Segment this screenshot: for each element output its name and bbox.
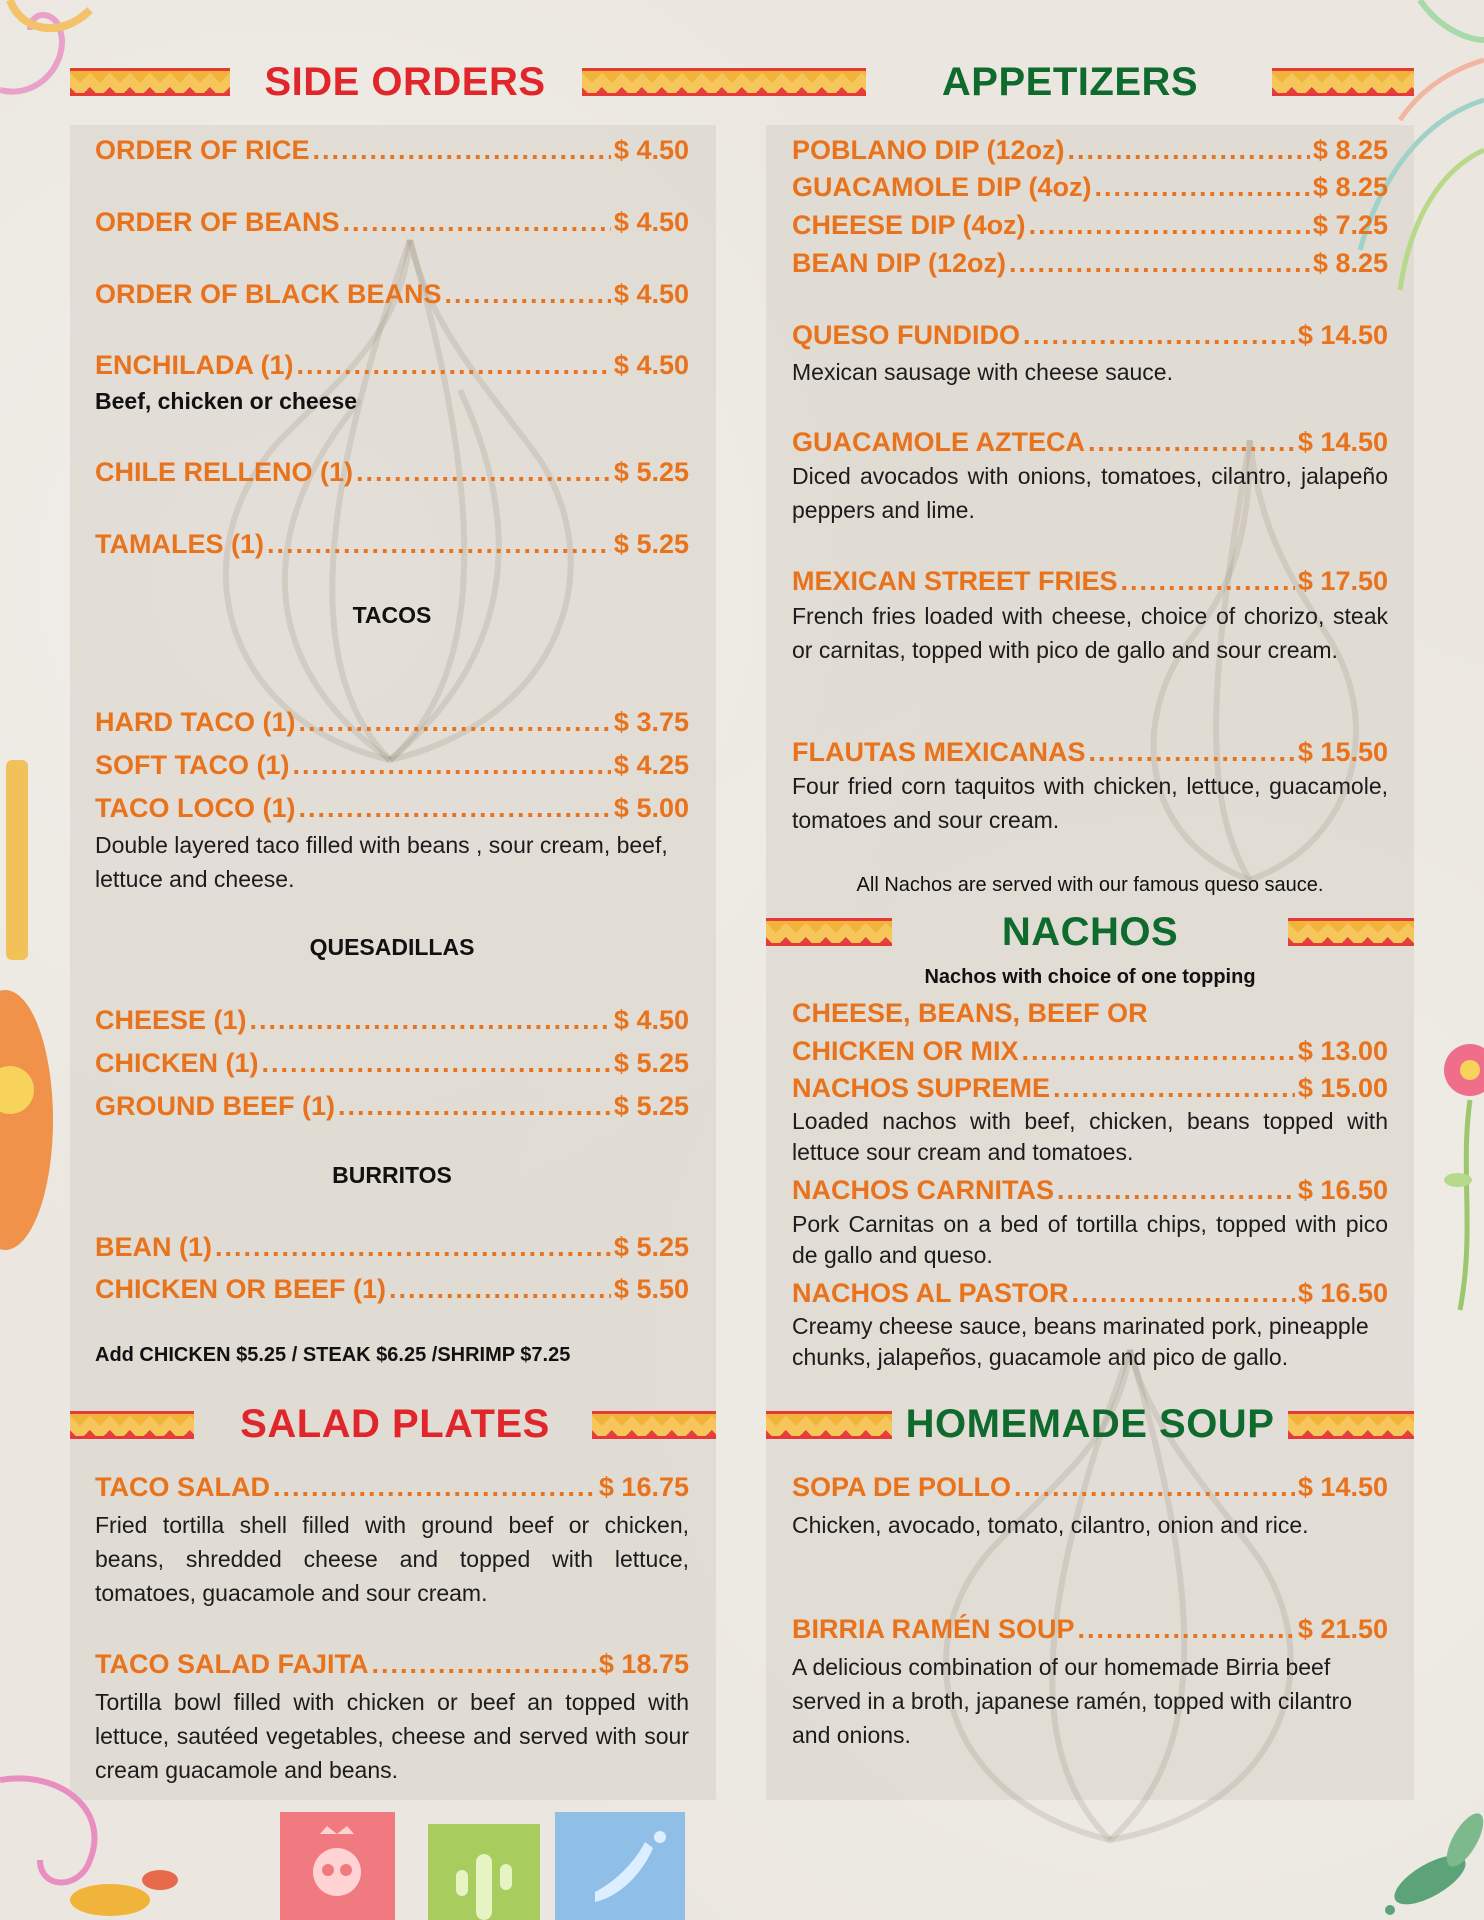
menu-item: ORDER OF BLACK BEANS ..... $ 4.50 xyxy=(95,279,689,310)
menu-item-name: CHEESE, BEANS, BEEF OR xyxy=(792,998,1148,1028)
salad-plates-heading: SALAD PLATES xyxy=(240,1401,550,1446)
quesadillas-subheading: QUESADILLAS xyxy=(309,934,475,960)
zigzag-border xyxy=(766,1411,892,1439)
menu-item: HARD TACO (1) ..... $ 3.75 xyxy=(95,707,689,738)
menu-item: BEAN DIP (12oz) ..... $ 8.25 xyxy=(792,248,1388,279)
appetizers-heading: APPETIZERS xyxy=(941,59,1199,104)
burritos-subheading: BURRITOS xyxy=(332,1162,452,1188)
menu-item: BIRRIA RAMÉN SOUP ..... $ 21.50 xyxy=(792,1614,1388,1645)
enchilada-note: Beef, chicken or cheese xyxy=(95,388,358,414)
zigzag-border xyxy=(1288,1411,1414,1439)
papel-picado-cactus-icon xyxy=(428,1824,540,1920)
zigzag-border xyxy=(1272,68,1414,96)
menu-item: BEAN (1) ..... $ 5.25 xyxy=(95,1232,689,1263)
papel-picado-chili-icon xyxy=(555,1812,685,1920)
menu-item: TACO SALAD FAJITA ..... $ 18.75 xyxy=(95,1649,689,1680)
papel-picado-skull-icon xyxy=(280,1812,395,1920)
menu-item: NACHOS AL PASTOR ..... $ 16.50 xyxy=(792,1278,1388,1309)
menu-item: NACHOS CARNITAS ..... $ 16.50 xyxy=(792,1175,1388,1206)
menu-item: ORDER OF BEANS ..... $ 4.50 xyxy=(95,207,689,238)
item-description: Diced avocados with onions, tomatoes, cilantro, jalapeño peppers and lime. xyxy=(792,463,1388,523)
menu-item: CHILE RELLENO (1) ..... $ 5.25 xyxy=(95,457,689,488)
menu-item: TACO SALAD ..... $ 16.75 xyxy=(95,1472,689,1503)
item-description: French fries loaded with cheese, choice of chorizo, steak or carnitas, topped with pico de gallo and sour cream. xyxy=(792,603,1388,663)
item-description: Four fried corn taquitos with chicken, lettuce, guacamole, tomatoes and sour cream. xyxy=(792,773,1388,833)
item-description: Fried tortilla shell filled with ground beef or chicken, beans, shredded cheese and topped with lettuce, tomatoes, guacamole and sour cream. xyxy=(95,1512,689,1606)
menu-item: TAMALES (1) ..... $ 5.25 xyxy=(95,529,689,560)
burrito-addons-note: Add CHICKEN $5.25 / STEAK $6.25 /SHRIMP $7.25 xyxy=(95,1344,571,1366)
nachos-heading: NACHOS xyxy=(1001,909,1179,954)
guitar-decoration-left xyxy=(0,740,55,1260)
menu-item: CHICKEN OR BEEF (1) ..... $ 5.50 xyxy=(95,1274,689,1305)
menu-item: FLAUTAS MEXICANAS ..... $ 15.50 xyxy=(792,737,1388,768)
item-description: Chicken, avocado, tomato, cilantro, onion and rice. xyxy=(792,1512,1309,1538)
menu-item: ORDER OF RICE ..... $ 4.50 xyxy=(95,135,689,166)
item-description: Loaded nachos with beef, chicken, beans topped with lettuce sour cream and tomatoes. xyxy=(792,1108,1388,1165)
zigzag-border xyxy=(592,1411,716,1439)
nachos-intro-note: All Nachos are served with our famous queso sauce. xyxy=(856,874,1324,896)
flower-decoration-right xyxy=(1430,1030,1484,1330)
zigzag-border xyxy=(70,68,230,96)
menu-item: GROUND BEEF (1) ..... $ 5.25 xyxy=(95,1091,689,1122)
menu-item: QUESO FUNDIDO ..... $ 14.50 xyxy=(792,320,1388,351)
menu-item: TACO LOCO (1) ..... $ 5.00 xyxy=(95,793,689,824)
zigzag-border xyxy=(766,918,892,946)
item-description: Pork Carnitas on a bed of tortilla chips, topped with pico de gallo and queso. xyxy=(792,1211,1388,1268)
zigzag-border xyxy=(582,68,866,96)
menu-item: SOFT TACO (1) ..... $ 4.25 xyxy=(95,750,689,781)
menu-item: MEXICAN STREET FRIES ..... $ 17.50 xyxy=(792,566,1388,597)
item-description: Mexican sausage with cheese sauce. xyxy=(792,359,1173,385)
menu-item: NACHOS SUPREME ..... $ 15.00 xyxy=(792,1073,1388,1104)
side-orders-heading: SIDE ORDERS xyxy=(264,59,546,104)
zigzag-border xyxy=(70,1411,194,1439)
zigzag-border xyxy=(1288,918,1414,946)
nachos-subtitle: Nachos with choice of one topping xyxy=(924,966,1256,988)
item-description: A delicious combination of our homemade Birria beef served in a broth, japanese ramén, topped with cilantro and onions. xyxy=(792,1654,1352,1748)
item-description: Tortilla bowl filled with chicken or beef an topped with lettuce, sautéed vegetables, cheese and served with sour cream guacamole and beans. xyxy=(95,1689,689,1783)
homemade-soup-heading: HOMEMADE SOUP xyxy=(905,1401,1275,1446)
tacos-subheading: TACOS xyxy=(352,602,432,628)
menu-item: CHEESE (1) ..... $ 4.50 xyxy=(95,1005,689,1036)
menu-item: CHEESE DIP (4oz) ..... $ 7.25 xyxy=(792,210,1388,241)
menu-item: POBLANO DIP (12oz) ..... $ 8.25 xyxy=(792,135,1388,166)
item-description: Creamy cheese sauce, beans marinated pork, pineapple chunks, jalapeños, guacamole and pico de gallo. xyxy=(792,1313,1369,1370)
leaf-decoration-bottom-right xyxy=(1360,1800,1484,1920)
menu-item: CHICKEN (1) ..... $ 5.25 xyxy=(95,1048,689,1079)
menu-item: GUACAMOLE AZTECA ..... $ 14.50 xyxy=(792,427,1388,458)
menu-item: CHICKEN OR MIX ..... $ 13.00 xyxy=(792,1036,1388,1067)
item-description: Double layered taco filled with beans , sour cream, beef, lettuce and cheese. xyxy=(95,832,668,892)
menu-item: ENCHILADA (1) ..... $ 4.50 xyxy=(95,350,689,381)
menu-item: SOPA DE POLLO ..... $ 14.50 xyxy=(792,1472,1388,1503)
menu-item: GUACAMOLE DIP (4oz) ..... $ 8.25 xyxy=(792,172,1388,203)
